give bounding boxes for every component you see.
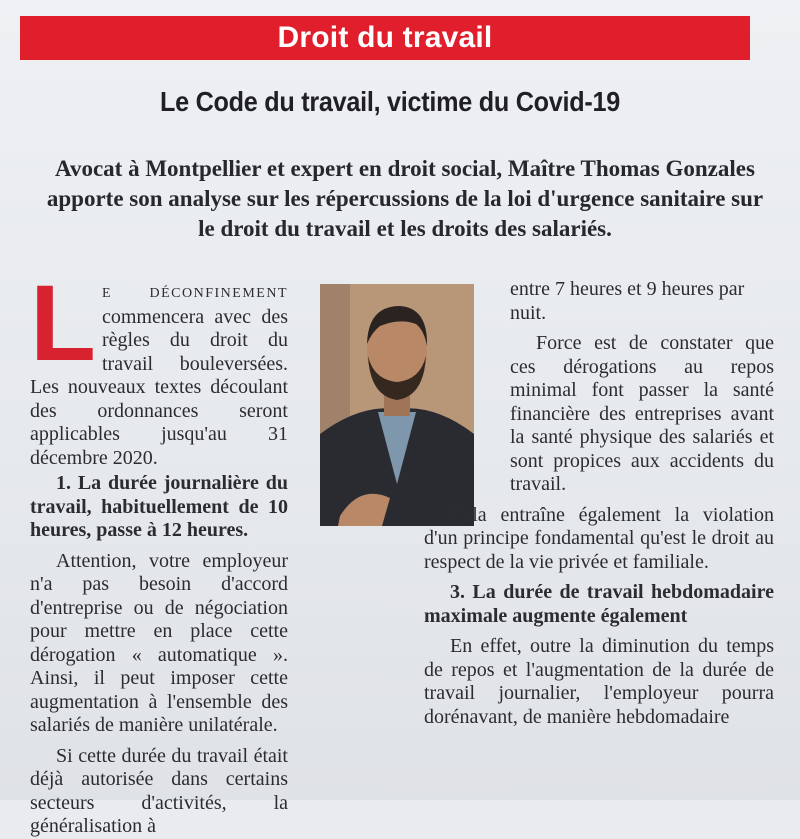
paragraph-cela: Cela entraîne également la violation d'un principe fondamental qu'est le droit au respect de la vie privée et familiale. [424, 503, 774, 573]
section-banner [20, 16, 750, 60]
article-standfirst: Avocat à Montpellier et expert en droit social, Maître Thomas Gonzales apporte son analyse sur les répercussions de la loi d'urgence sanitaire sur le droit du travail et les droits des salariés. [46, 156, 764, 241]
column-left [30, 262, 288, 839]
paragraph-nuit: entre 7 heures et 9 heures par nuit. [510, 278, 745, 324]
paragraph-effet: En effet, outre la diminution du temps de repos et l'augmentation de la durée de travail journalier, l'employeur pourra dorénavant, de manière hebdomadaire [424, 635, 774, 728]
lead-text: commencera avec des règles du droit du travail bouleversées. Les nouveaux textes découlant des ordonnances seront applicables jusqu'au 31 décembre 2020. [30, 305, 288, 469]
paragraph-attention: Attention, votre employeur n'a pas besoin d'accord d'entreprise ou de négociation pour mettre en place cette dérogation « automatique ». Ainsi, il peut imposer cette augmentation à l'ensemble des salariés de manière unilatérale. [30, 549, 288, 736]
lead-paragraph [30, 262, 288, 470]
section-1-heading: 1. La durée journalière du travail, habituellement de 10 heures, passe à 12 heures. [30, 472, 288, 541]
lead-smallcaps: E DÉCONFINEMENT [101, 286, 288, 301]
paragraph-si: Si cette durée du travail était déjà autorisée dans certains secteurs d'activités, la généralisation à [30, 744, 288, 837]
paragraph-force: Force est de constater que ces dérogations au repos minimal font passer la santé financière des entreprises avant la santé physique des salariés et sont propices aux accidents du travail. [510, 332, 774, 495]
article-headline: Le Code du travail, victime du Covid-19 [160, 86, 620, 117]
drop-cap: L [30, 262, 96, 383]
section-title: Droit du travail [277, 21, 493, 54]
column-right [424, 278, 774, 729]
section-3-heading: 3. La durée de travail hebdomadaire maximale augmente également [424, 581, 774, 627]
